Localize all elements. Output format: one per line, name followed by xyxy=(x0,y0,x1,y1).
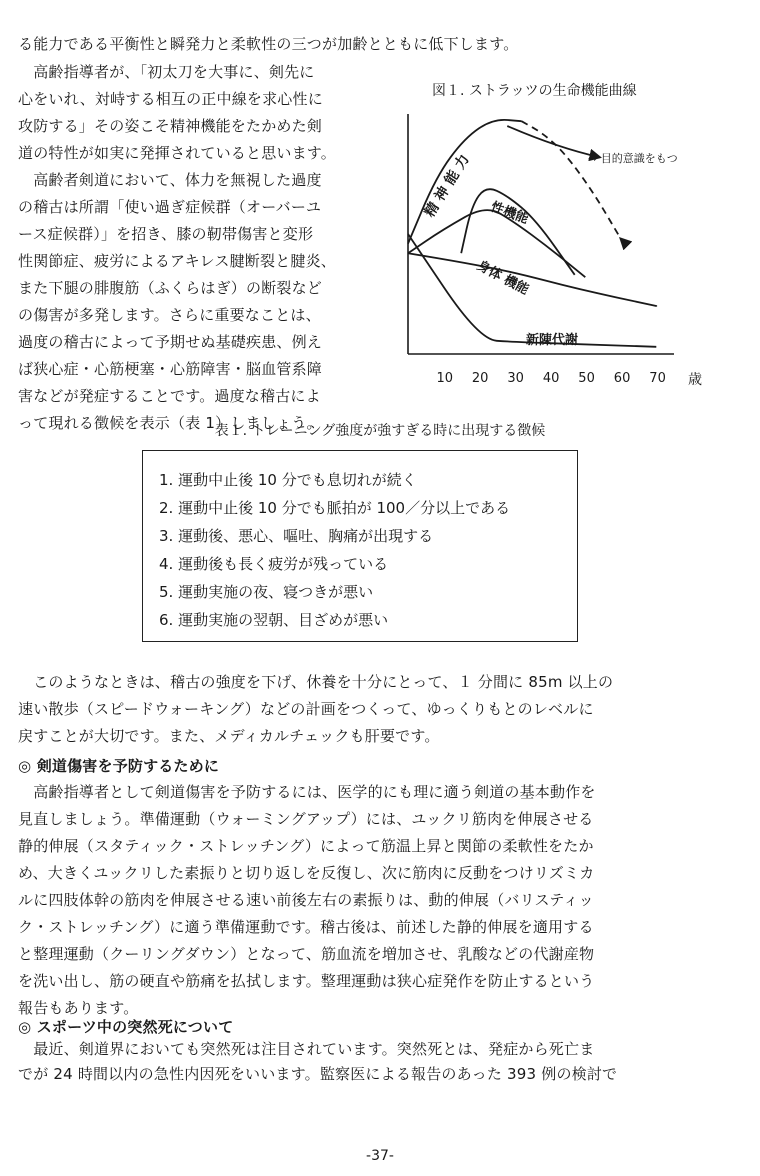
intro-line: 高齢者剣道において、体力を無視した過度 xyxy=(18,171,322,189)
series-line-1 xyxy=(522,121,621,239)
symptom-table xyxy=(142,450,578,642)
section1-line: 見直しましょう。準備運動（ウォーミングアップ）には、ユックリ筋肉を伸展させる xyxy=(18,810,594,828)
table-item: 4. 運動後も長く疲労が残っている xyxy=(159,555,389,573)
x-tick-label: 10 xyxy=(436,371,454,386)
curve-label-body: 身体 機能 xyxy=(474,258,532,299)
intro-line: 高齢指導者が、「初太刀を大事に、剣先に xyxy=(18,63,315,81)
section1-line: ク・ストレッチング）に適う準備運動です。稽古後は、前述した静的伸展を適用する xyxy=(18,918,594,936)
x-tick-label: 70 xyxy=(649,371,666,386)
intro-line: る能力である平衡性と瞬発力と柔軟性の三つが加齢とともに低下します。 xyxy=(18,35,519,53)
x-tick-label: 40 xyxy=(542,371,560,386)
section1-line: と整理運動（クーリングダウン）となって、筋血流を増加させ、乳酸などの代謝産物 xyxy=(18,945,595,963)
table-item: 1. 運動中止後 10 分でも息切れが続く xyxy=(159,471,417,489)
intro-line: 害などが発症することです。過度な稽古によ xyxy=(18,387,321,405)
section-heading: ◎ スポーツ中の突然死について xyxy=(18,1018,234,1036)
x-tick-label: 50 xyxy=(578,371,595,386)
section1-line: 報告もあります。 xyxy=(18,999,139,1017)
curve-label-spirit: 精 神 能 力 xyxy=(421,151,473,221)
section1-line: を洗い出し、筋の硬直や筋痛を払拭します。整理運動は狭心症発作を防止するという xyxy=(18,972,595,990)
table-item: 3. 運動後、悪心、嘔吐、胸痛が出現する xyxy=(159,527,434,545)
x-unit-label: 歳 xyxy=(688,372,702,388)
body-line: このようなときは、稽古の強度を下げ、休養を十分にとって、１ 分間に 85m 以上の xyxy=(18,673,614,691)
intro-line: ば狭心症・心筋梗塞・心筋障害・脳血管系障 xyxy=(18,360,323,378)
intro-line: 過度の稽古によって予期せぬ基礎疾患、例え xyxy=(18,333,323,351)
series-line-0 xyxy=(408,120,522,244)
intro-line: の傷害が多発します。さらに重要なことは、 xyxy=(18,306,321,324)
intro-line: って現れる徴候を表示（表 1）しましょう。 xyxy=(18,414,322,432)
series-line-4 xyxy=(408,253,656,306)
curve-label-purpose: → 目的意識をもつ xyxy=(588,152,678,165)
table-caption: 表１. トレーニング強度が強すぎる時に出現する徴候 xyxy=(214,423,546,439)
section2-line: でが 24 時間以内の急性内因死をいいます。監察医による報告のあった 393 例の検討で xyxy=(18,1065,618,1083)
table-item: 6. 運動実施の翌朝、目ざめが悪い xyxy=(159,611,389,629)
x-tick-label: 20 xyxy=(471,371,489,386)
table-item: 5. 運動実施の夜、寝つきが悪い xyxy=(159,583,374,601)
x-tick-label: 60 xyxy=(613,371,631,386)
section2-line: 最近、剣道界においても突然死は注目されています。突然死とは、発症から死亡ま xyxy=(18,1040,595,1058)
section1-line: め、大きくユックリした素振りと切り返しを反復し、次に筋肉に反動をつけリズミカ xyxy=(18,864,595,882)
section1-line: 高齢指導者として剣道傷害を予防するには、医学的にも理に適う剣道の基本動作を xyxy=(18,783,596,801)
section1-line: 静的伸展（スタティック・ストレッチング）によって筋温上昇と関節の柔軟性をたか xyxy=(18,837,594,855)
curve-label-sex: 性機能 xyxy=(488,199,531,228)
page-number: -37- xyxy=(366,1148,394,1164)
intro-line: 道の特性が如実に発揮されていると思います。 xyxy=(18,144,337,162)
x-tick-label: 30 xyxy=(507,371,524,386)
intro-line: また下腿の腓腹筋（ふくらはぎ）の断裂など xyxy=(18,279,323,297)
intro-line: ース症候群）」を招き、膝の靭帯傷害と変形 xyxy=(18,225,314,243)
table-item: 2. 運動中止後 10 分でも脈拍が 100／分以上である xyxy=(159,499,511,517)
life-function-chart xyxy=(392,100,722,396)
intro-line: 心をいれ、対峙する相互の正中線を求心性に xyxy=(18,90,323,108)
body-line: 速い散歩（スピードウォーキング）などの計画をつくって、ゆっくりもとのレベルに xyxy=(18,700,594,718)
section-heading: ◎ 剣道傷害を予防するために xyxy=(18,757,220,775)
section1-line: ルに四肢体幹の筋肉を伸展させる速い前後左右の素振りは、動的伸展（バリスティッ xyxy=(18,891,594,909)
intro-line: の稽古は所謂「使い過ぎ症候群（オーバーユ xyxy=(18,198,322,216)
series-line-5 xyxy=(408,234,656,347)
body-line: 戻すことが大切です。また、メディカルチェックも肝要です。 xyxy=(18,727,440,745)
intro-line: 攻防する」その姿こそ精神機能をたかめた剣 xyxy=(18,117,323,135)
curve-label-metabolism: 新陳代謝 xyxy=(526,333,579,348)
intro-line: 性関節症、疲労によるアキレス腱断裂と腱炎、 xyxy=(18,252,337,270)
figure-caption: 図１. ストラッツの生命機能曲線 xyxy=(432,83,637,99)
